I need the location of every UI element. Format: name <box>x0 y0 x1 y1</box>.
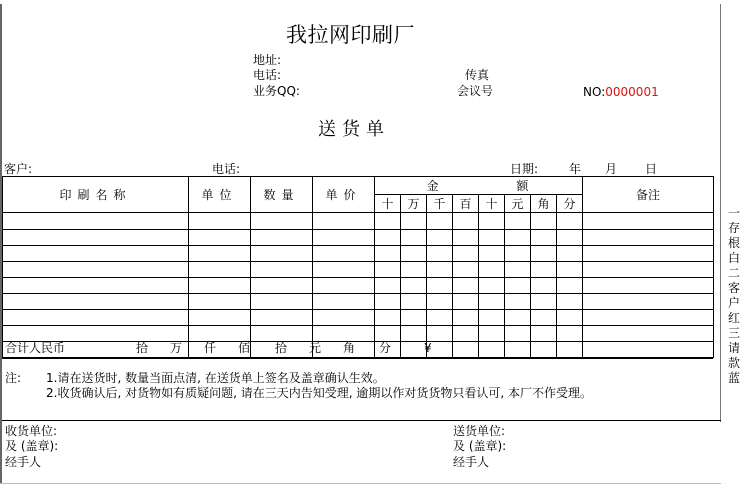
cell[interactable] <box>453 278 479 294</box>
table-row <box>3 326 714 342</box>
currency-symbol: ¥ <box>424 341 432 355</box>
doc-title: 送货单 <box>318 119 390 140</box>
cell[interactable] <box>3 230 189 246</box>
date-day: 日 <box>645 162 658 176</box>
cell[interactable] <box>313 310 375 326</box>
cell[interactable] <box>427 310 453 326</box>
cell[interactable] <box>557 342 583 358</box>
cell[interactable] <box>453 294 479 310</box>
fax-label: 传真 <box>465 68 490 82</box>
cell[interactable] <box>557 230 583 246</box>
digit-cell: 万 <box>401 195 427 213</box>
notes-label: 注: <box>5 371 22 385</box>
cell[interactable] <box>427 246 453 262</box>
cell[interactable] <box>505 230 531 246</box>
form-right-border <box>720 4 721 422</box>
address-label: 地址: <box>253 53 282 67</box>
cell[interactable] <box>427 230 453 246</box>
cell[interactable] <box>583 262 714 278</box>
cell[interactable] <box>557 262 583 278</box>
cell[interactable] <box>251 326 313 342</box>
cell[interactable] <box>479 310 505 326</box>
cell[interactable] <box>557 310 583 326</box>
table-row <box>3 342 714 358</box>
cell[interactable] <box>401 342 427 358</box>
header-row <box>3 177 714 195</box>
cell[interactable] <box>531 278 557 294</box>
form-bottom-border <box>0 483 721 484</box>
receiver-handler-label: 经手人 <box>5 455 42 469</box>
total-label: 合计人民币 <box>5 341 66 355</box>
cell[interactable] <box>3 294 189 310</box>
cell[interactable] <box>583 310 714 326</box>
cell[interactable] <box>505 262 531 278</box>
cell[interactable] <box>557 213 583 230</box>
total-unit: 仟 <box>204 341 217 355</box>
cell[interactable] <box>251 294 313 310</box>
total-unit: 万 <box>170 341 183 355</box>
cell[interactable] <box>313 230 375 246</box>
cell[interactable] <box>3 310 189 326</box>
cell[interactable] <box>189 294 251 310</box>
table-row <box>3 310 714 326</box>
cell[interactable] <box>313 294 375 310</box>
header-qty: 数量 <box>251 177 313 213</box>
digit-cell: 十 <box>375 195 401 213</box>
cell[interactable] <box>3 278 189 294</box>
table-row <box>3 246 714 262</box>
cell[interactable] <box>505 294 531 310</box>
serial-number <box>583 86 659 98</box>
cell[interactable] <box>375 278 401 294</box>
table-row <box>3 278 714 294</box>
cell[interactable] <box>189 278 251 294</box>
phone-label: 电话: <box>253 68 282 82</box>
cell[interactable] <box>427 213 453 230</box>
sender-handler-label: 经手人 <box>453 455 490 469</box>
notes-line-1: 1.请在送货时, 数量当面点清, 在送货单上签名及盖章确认生效。 <box>46 371 385 385</box>
cell[interactable] <box>189 246 251 262</box>
cell[interactable] <box>401 278 427 294</box>
cell[interactable] <box>583 213 714 230</box>
cell[interactable] <box>531 294 557 310</box>
total-unit: 拾 <box>275 341 288 355</box>
copy-distribution-note: 一存根白二客户红三请款蓝 <box>727 206 740 385</box>
serial-number-value: 0000001 <box>605 85 659 99</box>
cell[interactable] <box>505 326 531 342</box>
cell[interactable] <box>505 342 531 358</box>
cell[interactable] <box>583 278 714 294</box>
cell[interactable] <box>313 262 375 278</box>
digit-cell: 十 <box>479 195 505 213</box>
cell[interactable] <box>427 262 453 278</box>
notes-line-2: 2.收货确认后, 对货物如有质疑问题, 请在三天内告知受理, 逾期以作对货货物只看认可, 本厂不作受理。 <box>46 386 592 400</box>
cell[interactable] <box>479 262 505 278</box>
table-row <box>3 213 714 230</box>
cell[interactable] <box>583 246 714 262</box>
cell[interactable] <box>453 246 479 262</box>
cell[interactable] <box>557 326 583 342</box>
digit-cell: 角 <box>531 195 557 213</box>
cell[interactable] <box>453 326 479 342</box>
cell[interactable] <box>375 213 401 230</box>
receiver-stamp-label: 及 (盖章): <box>5 439 59 453</box>
cell[interactable] <box>453 342 479 358</box>
cell[interactable] <box>583 326 714 342</box>
serial-number-label: NO: <box>583 85 606 99</box>
digit-cell: 千 <box>427 195 453 213</box>
header-price: 单价 <box>313 177 375 213</box>
cell[interactable] <box>453 262 479 278</box>
cell[interactable] <box>189 213 251 230</box>
header-note: 备注 <box>583 177 714 213</box>
header-amount <box>375 177 583 195</box>
cell[interactable] <box>531 230 557 246</box>
cell[interactable] <box>453 213 479 230</box>
cell[interactable] <box>313 326 375 342</box>
cell[interactable] <box>479 246 505 262</box>
header-unit: 单位 <box>189 177 251 213</box>
cell[interactable] <box>401 310 427 326</box>
cell[interactable] <box>583 342 714 358</box>
cell[interactable] <box>531 342 557 358</box>
cell[interactable] <box>251 213 313 230</box>
delivery-table <box>2 176 714 358</box>
cell[interactable] <box>251 262 313 278</box>
cell[interactable] <box>251 310 313 326</box>
cell[interactable] <box>427 326 453 342</box>
date-year: 年 <box>569 162 582 176</box>
cell[interactable] <box>375 294 401 310</box>
digit-cell: 百 <box>453 195 479 213</box>
cell[interactable] <box>505 278 531 294</box>
cell[interactable] <box>557 294 583 310</box>
cell[interactable] <box>3 246 189 262</box>
header-amount-2: 额 <box>516 179 529 193</box>
cell[interactable] <box>189 310 251 326</box>
sender-stamp-label: 及 (盖章): <box>453 439 507 453</box>
notes-bottom-line <box>2 420 721 421</box>
total-unit: 角 <box>343 341 356 355</box>
company-title: 我拉网印刷厂 <box>286 23 415 47</box>
table-row <box>3 262 714 278</box>
cell[interactable] <box>251 246 313 262</box>
cell[interactable] <box>3 262 189 278</box>
total-unit: 元 <box>309 341 322 355</box>
total-unit: 分 <box>379 341 392 355</box>
cell[interactable] <box>251 278 313 294</box>
cell[interactable] <box>401 262 427 278</box>
cell[interactable] <box>375 326 401 342</box>
cell[interactable] <box>479 294 505 310</box>
cell[interactable] <box>479 326 505 342</box>
meeting-label: 会议号 <box>457 84 494 98</box>
cell[interactable] <box>375 230 401 246</box>
cell[interactable] <box>313 246 375 262</box>
cell[interactable] <box>531 326 557 342</box>
cell[interactable] <box>375 246 401 262</box>
total-unit: 拾 <box>136 341 149 355</box>
cell[interactable] <box>479 230 505 246</box>
cell[interactable] <box>189 262 251 278</box>
cell[interactable] <box>3 213 189 230</box>
customer-phone-label: 电话: <box>212 162 241 176</box>
customer-label: 客户: <box>4 162 33 176</box>
table-row <box>3 230 714 246</box>
cell[interactable] <box>479 342 505 358</box>
cell[interactable] <box>251 230 313 246</box>
qq-label: 业务QQ: <box>253 84 300 98</box>
cell[interactable] <box>479 213 505 230</box>
cell[interactable] <box>531 310 557 326</box>
cell[interactable] <box>453 230 479 246</box>
total-bottom-line <box>2 358 713 359</box>
cell[interactable] <box>401 230 427 246</box>
table-row <box>3 294 714 310</box>
cell[interactable] <box>505 213 531 230</box>
sender-unit-label: 送货单位: <box>453 424 506 438</box>
cell[interactable] <box>505 246 531 262</box>
cell[interactable] <box>401 246 427 262</box>
header-amount-1: 金 <box>426 179 439 193</box>
cell[interactable] <box>557 278 583 294</box>
cell[interactable] <box>453 310 479 326</box>
cell[interactable] <box>479 278 505 294</box>
cell[interactable] <box>375 262 401 278</box>
cell[interactable] <box>375 310 401 326</box>
total-unit: 佰 <box>238 341 251 355</box>
cell[interactable] <box>313 278 375 294</box>
cell[interactable] <box>189 230 251 246</box>
cell[interactable] <box>401 326 427 342</box>
cell[interactable] <box>401 213 427 230</box>
cell[interactable] <box>427 278 453 294</box>
cell[interactable] <box>189 326 251 342</box>
cell[interactable] <box>531 246 557 262</box>
header-name: 印刷名称 <box>3 177 189 213</box>
digit-cell: 元 <box>505 195 531 213</box>
receiver-unit-label: 收货单位: <box>5 424 58 438</box>
cell[interactable] <box>583 294 714 310</box>
cell[interactable] <box>313 213 375 230</box>
cell[interactable] <box>583 230 714 246</box>
cell[interactable] <box>531 262 557 278</box>
cell[interactable] <box>3 326 189 342</box>
cell[interactable] <box>427 294 453 310</box>
cell[interactable] <box>557 246 583 262</box>
date-label: 日期: <box>510 162 539 176</box>
cell[interactable] <box>505 310 531 326</box>
cell[interactable] <box>401 294 427 310</box>
date-month: 月 <box>605 162 618 176</box>
cell[interactable] <box>531 213 557 230</box>
digit-cell: 分 <box>557 195 583 213</box>
